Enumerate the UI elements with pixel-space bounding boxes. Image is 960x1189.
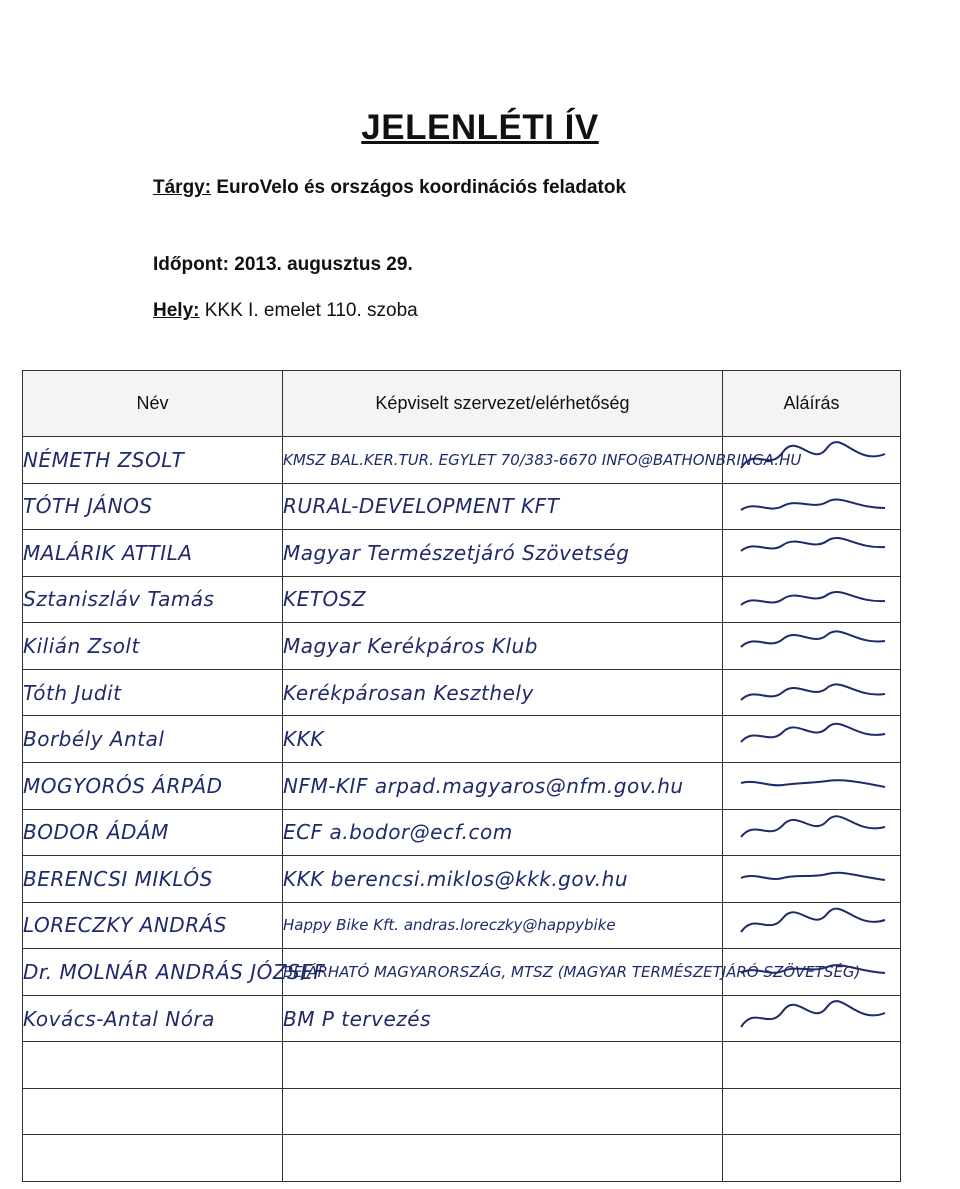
table-row	[23, 762, 901, 809]
header-name: Név	[23, 371, 283, 437]
signature-scribble	[735, 671, 895, 709]
place-line	[153, 300, 418, 322]
page-title: JELENLÉTI ÍV	[361, 108, 599, 147]
attendee-name: Dr. MOLNÁR ANDRÁS JÓZSEF	[23, 949, 283, 996]
signature-scribble	[735, 578, 895, 616]
attendee-name: LORECZKY ANDRÁS	[23, 902, 283, 949]
table-row	[23, 530, 901, 577]
table-row	[23, 437, 901, 484]
attendee-organization: Magyar Kerékpáros Klub	[283, 623, 723, 670]
attendee-name: MOGYORÓS ÁRPÁD	[23, 762, 283, 809]
table-row	[23, 1042, 901, 1089]
attendee-signature	[723, 1135, 901, 1182]
attendee-signature	[723, 669, 901, 716]
attendee-name: BERENCSI MIKLÓS	[23, 856, 283, 903]
table-header-row	[23, 371, 901, 437]
attendee-signature	[723, 716, 901, 763]
subject-label: Tárgy:	[153, 177, 212, 198]
attendee-name: Borbély Antal	[23, 716, 283, 763]
attendee-organization: Kerékpárosan Keszthely	[283, 669, 723, 716]
signature-scribble	[735, 857, 895, 895]
attendee-signature	[723, 995, 901, 1042]
attendee-name: Kovács-Antal Nóra	[23, 995, 283, 1042]
attendee-name: Kilián Zsolt	[23, 623, 283, 670]
subject-line	[153, 177, 626, 199]
signature-scribble	[735, 950, 895, 988]
attendee-signature	[723, 762, 901, 809]
attendee-signature	[723, 1088, 901, 1135]
table-row	[23, 902, 901, 949]
signature-scribble	[735, 531, 895, 569]
table-row	[23, 483, 901, 530]
attendee-organization: NFM-KIF arpad.magyaros@nfm.gov.hu	[283, 762, 723, 809]
header-signature: Aláírás	[723, 371, 901, 437]
attendee-name	[23, 1135, 283, 1182]
attendance-table	[22, 370, 901, 1182]
signature-scribble	[735, 625, 895, 663]
attendee-name: TÓTH JÁNOS	[23, 483, 283, 530]
attendee-organization	[283, 1088, 723, 1135]
date-value: 2013. augusztus 29.	[234, 254, 413, 275]
attendee-signature	[723, 483, 901, 530]
attendee-organization: KETOSZ	[283, 576, 723, 623]
table-row	[23, 716, 901, 763]
attendee-organization	[283, 1135, 723, 1182]
attendee-organization: KKK	[283, 716, 723, 763]
attendee-organization: ECF a.bodor@ecf.com	[283, 809, 723, 856]
attendee-name: Sztaniszláv Tamás	[23, 576, 283, 623]
attendee-name: Tóth Judit	[23, 669, 283, 716]
attendee-signature	[723, 437, 901, 484]
attendee-signature	[723, 1042, 901, 1089]
date-line	[153, 254, 413, 276]
attendee-name: NÉMETH ZSOLT	[23, 437, 283, 484]
attendee-organization: BEJÁRHATÓ MAGYARORSZÁG, MTSZ (MAGYAR TERMÉSZETJÁRÓ SZÖVETSÉG)	[283, 949, 723, 996]
table-row	[23, 623, 901, 670]
signature-scribble	[735, 811, 895, 849]
attendee-organization: Happy Bike Kft. andras.loreczky@happybike	[283, 902, 723, 949]
attendee-organization: BM P tervezés	[283, 995, 723, 1042]
attendee-name	[23, 1088, 283, 1135]
table-row	[23, 809, 901, 856]
signature-scribble	[735, 485, 895, 523]
table-row	[23, 1088, 901, 1135]
attendee-signature	[723, 530, 901, 577]
place-value: KKK I. emelet 110. szoba	[204, 300, 418, 321]
attendee-organization: KMSZ BAL.KER.TUR. EGYLET 70/383-6670 INFO@BATHONBRINGA.HU	[283, 437, 723, 484]
signature-scribble	[735, 438, 895, 476]
attendee-signature	[723, 949, 901, 996]
table-row	[23, 669, 901, 716]
attendee-organization: RURAL-DEVELOPMENT KFT	[283, 483, 723, 530]
signature-scribble	[735, 904, 895, 942]
table-row	[23, 856, 901, 903]
attendee-signature	[723, 856, 901, 903]
signature-scribble	[735, 997, 895, 1035]
header-organization: Képviselt szervezet/elérhetőség	[283, 371, 723, 437]
signature-scribble	[735, 764, 895, 802]
attendee-signature	[723, 576, 901, 623]
table-row	[23, 1135, 901, 1182]
attendee-signature	[723, 623, 901, 670]
signature-scribble	[735, 718, 895, 756]
table-row	[23, 995, 901, 1042]
table-row	[23, 576, 901, 623]
attendee-signature	[723, 809, 901, 856]
attendee-name	[23, 1042, 283, 1089]
subject-value: EuroVelo és országos koordinációs feladatok	[216, 177, 627, 198]
place-label: Hely:	[153, 300, 200, 321]
date-label: Időpont:	[153, 254, 229, 275]
attendee-organization	[283, 1042, 723, 1089]
attendee-name: BODOR ÁDÁM	[23, 809, 283, 856]
attendee-name: MALÁRIK ATTILA	[23, 530, 283, 577]
attendee-organization: Magyar Természetjáró Szövetség	[283, 530, 723, 577]
attendee-signature	[723, 902, 901, 949]
attendee-organization: KKK berencsi.miklos@kkk.gov.hu	[283, 856, 723, 903]
table-row	[23, 949, 901, 996]
